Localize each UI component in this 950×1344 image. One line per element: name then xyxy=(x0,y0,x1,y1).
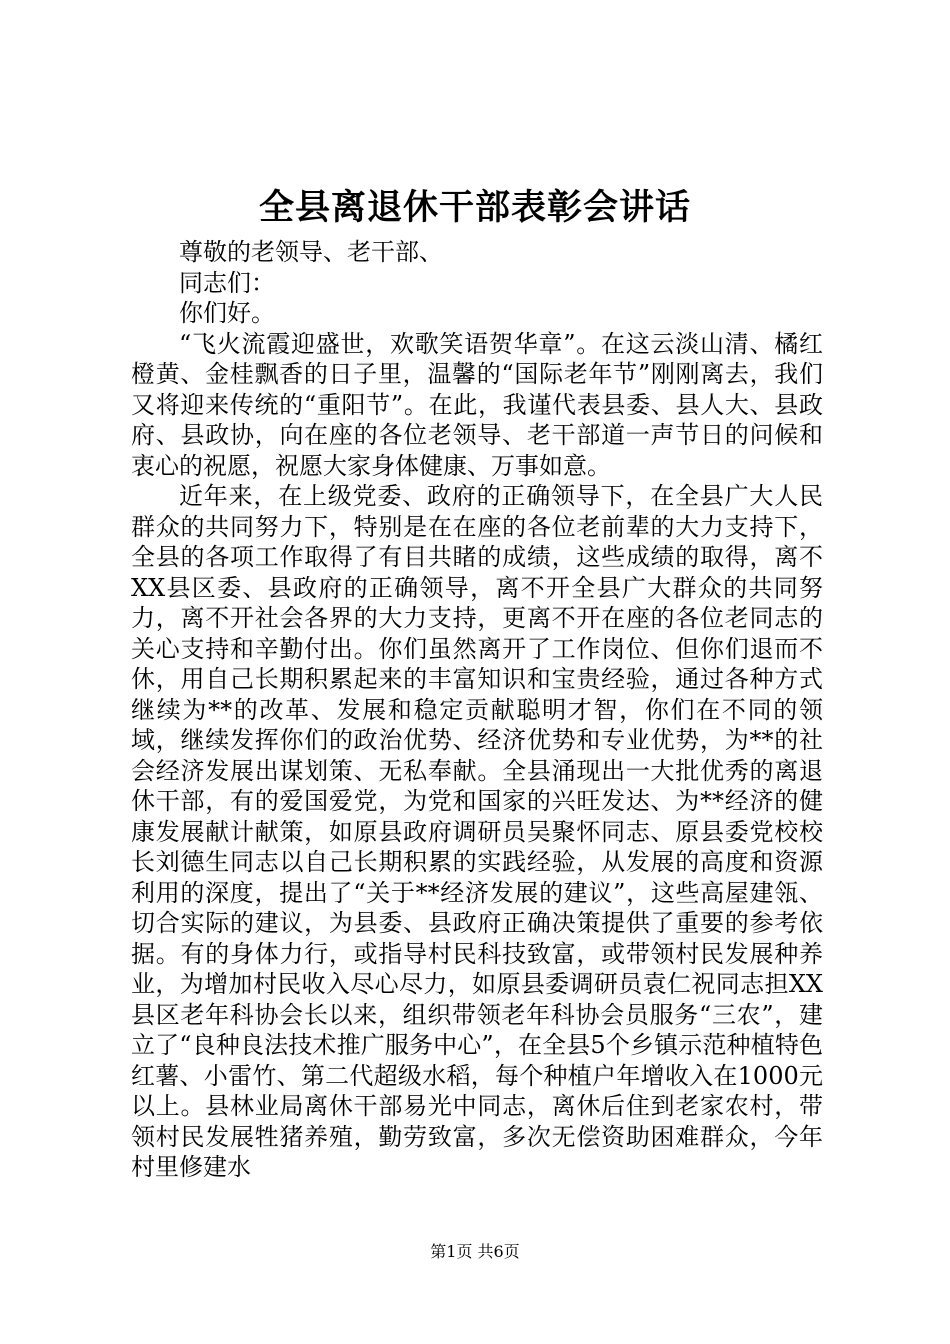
document-title: 全县离退休干部表彰会讲话 xyxy=(258,187,691,228)
page-footer: 第1页 共6页 xyxy=(430,1242,520,1261)
salutation-line: 你们好。 xyxy=(179,299,275,327)
body-paragraph: 近年来，在上级党委、政府的正确领导下，在全县广大人民群众的共同努力下，特别是在在座的各位老前辈的大力支持下，全县的各项工作取得了有目共睹的成绩，这些成绩的取得，离不XX县区委、县政府的正确领导，离不开全县广大群众的共同努力，离不开社会各界的大力支持，更离不开在座的各位老同志的关心支持和辛勤付出。你们虽然离开了工作岗位、但你们退而不休，用自己长期积累起来的丰富知识和宝贵经验，通过各种方式继续为**的改革、发展和稳定贡献聪明才智，你们在不同的领域，继续发挥你们的政治优势、经济优势和专业优势，为**的社会经济发展出谋划策、无私奉献。全县涌现出一大批优秀的离退休干部，有的爱国爱党，为党和国家的兴旺发达、为**经济的健康发展献计献策，如原县政府调研员吴聚怀同志、原县委党校校长刘德生同志以自己长期积累的实践经验，从发展的高度和资源利用的深度，提出了“关于**经济发展的建议”，这些高屋建瓴、切合实际的建议，为县委、县政府正确决策提供了重要的参考依据。有的身体力行，或指导村民科技致富，或带领村民发展种养业，为增加村民收入尽心尽力，如原县委调研员袁仁祝同志担XX县区老年科协会长以来，组织带领老年科协会员服务“三农”，建立了“良种良法技术推广服务中心”，在全县5个乡镇示范种植特色红薯、小雷竹、第二代超级水稻，每个种植户年增收入在1000元以上。县林业局离休干部易光中同志，离休后住到老家农村，带领村民发展牲猪养殖，勤劳致富，多次无偿资助困难群众，今年村里修建水 xyxy=(131,482,823,1181)
salutation-line: 同志们： xyxy=(179,268,275,297)
body-paragraph: “飞火流霞迎盛世，欢歌笑语贺华章”。在这云淡山清、橘红橙黄、金桂飘香的日子里，温馨的“国际老年节”刚刚离去，我们又将迎来传统的“重阳节”。在此，我谨代表县委、县人大、县政府、县政协，向在座的各位老领导、老干部道一声节日的问候和衷心的祝愿，祝愿大家身体健康、万事如意。 xyxy=(131,329,823,480)
document-body xyxy=(131,237,823,1183)
salutation-line: 尊敬的老领导、老干部、 xyxy=(179,238,443,266)
